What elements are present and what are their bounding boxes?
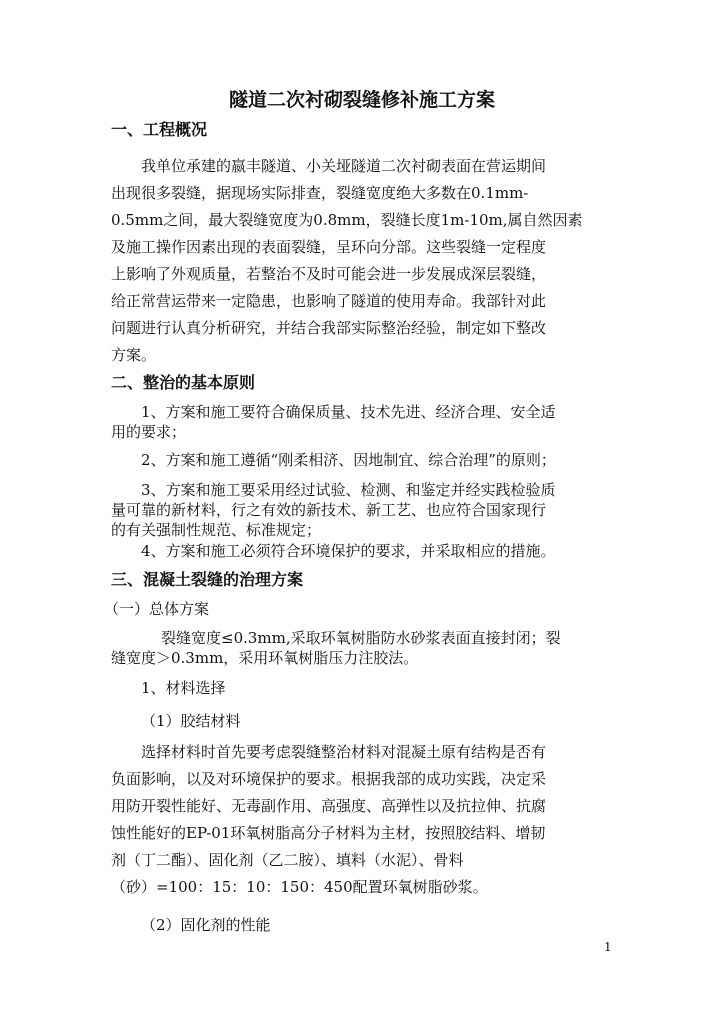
item-curing-agent [111, 915, 621, 935]
paragraph-line: 及施工操作因素出现的表面裂缝，呈环向分部。这些裂缝一定程度 [111, 238, 547, 256]
material-paragraph [111, 739, 621, 901]
paragraph-line: 裂缝宽度≤0.3mm,采取环氧树脂防水砂浆表面直接封闭；裂 [161, 629, 561, 647]
paragraph-line: 给正常营运带来一定隐患，也影响了隧道的使用寿命。我部针对此 [111, 292, 547, 310]
item-binder-material [111, 711, 621, 731]
section-heading-principles: 二、整治的基本原则 [111, 373, 256, 392]
paragraph-line: 量可靠的新材料，行之有效的新技术、新工艺、也应符合国家现行 [111, 501, 547, 519]
paragraph-line: 2、方案和施工遵循“刚柔相济、因地制宜、综合治理”的原则； [141, 451, 556, 469]
paragraph-line: 用的要求； [111, 423, 187, 441]
paragraph-line: 的有关强制性规范、标准规定； [111, 521, 322, 539]
paragraph-line: 3、方案和施工要采用经过试验、检测、和鉴定并经实践检验质 [141, 481, 556, 499]
document-title: 隧道二次衬砌裂缝修补施工方案 [228, 89, 495, 111]
paragraph-line: 0.5mm之间，最大裂缝宽度为0.8mm，裂缝长度1m-10m,属自然因素 [111, 211, 583, 229]
section-heading-overview: 一、工程概况 [111, 120, 208, 139]
section-heading-treatment: 三、混凝土裂缝的治理方案 [111, 570, 304, 589]
paragraph-line: 选择材料时首先要考虑裂缝整治材料对混凝土原有结构是否有 [141, 743, 547, 761]
paragraph-line: 出现很多裂缝，据现场实际排查，裂缝宽度绝大多数在0.1mm- [111, 184, 529, 202]
paragraph-line: 上影响了外观质量，若整治不及时可能会进一步发展成深层裂缝， [111, 265, 547, 283]
paragraph-line: 缝宽度＞0.3mm，采用环氧树脂压力注胶法。 [111, 649, 419, 667]
paragraph-line: （砂）=100：15：10：150：450配置环氧树脂砂浆。 [111, 878, 488, 896]
principle-1 [111, 402, 621, 442]
subheading-text: （一）总体方案 [104, 600, 210, 618]
principle-4 [111, 541, 621, 561]
subheading-overall-plan [104, 599, 614, 619]
item-text: （1）胶结材料 [141, 712, 241, 730]
paragraph-line: 1、方案和施工要符合确保质量、技术先进、经济合理、安全适 [141, 403, 556, 421]
item-text: （2）固化剂的性能 [141, 916, 271, 934]
paragraph-line: 问题进行认真分析研究，并结合我部实际整治经验，制定如下整改 [111, 319, 547, 337]
paragraph-line: 蚀性能好的EP-01环氧树脂高分子材料为主材，按照胶结料、增韧 [111, 824, 546, 842]
paragraph-line: 剂（丁二酯）、固化剂（乙二胺）、填料（水泥）、骨料 [111, 851, 464, 869]
paragraph-line: 我单位承建的嬴丰隧道、小关垭隧道二次衬砌表面在营运期间 [141, 157, 547, 175]
principle-2 [111, 450, 621, 470]
overall-plan-paragraph [111, 628, 621, 668]
item-material-selection [111, 678, 621, 698]
paragraph-line: 方案。 [111, 346, 157, 364]
principle-3 [111, 480, 621, 540]
paragraph-line: 4、方案和施工必须符合环境保护的要求，并采取相应的措施。 [141, 542, 556, 560]
paragraph-line: 用防开裂性能好、无毒副作用、高强度、高弹性以及抗拉伸、抗腐 [111, 797, 547, 815]
paragraph-line: 负面影响，以及对环境保护的要求。根据我部的成功实践，决定采 [111, 770, 547, 788]
item-text: 1、材料选择 [141, 679, 226, 697]
overview-paragraph [111, 153, 621, 369]
page-number: 1 [604, 940, 612, 954]
